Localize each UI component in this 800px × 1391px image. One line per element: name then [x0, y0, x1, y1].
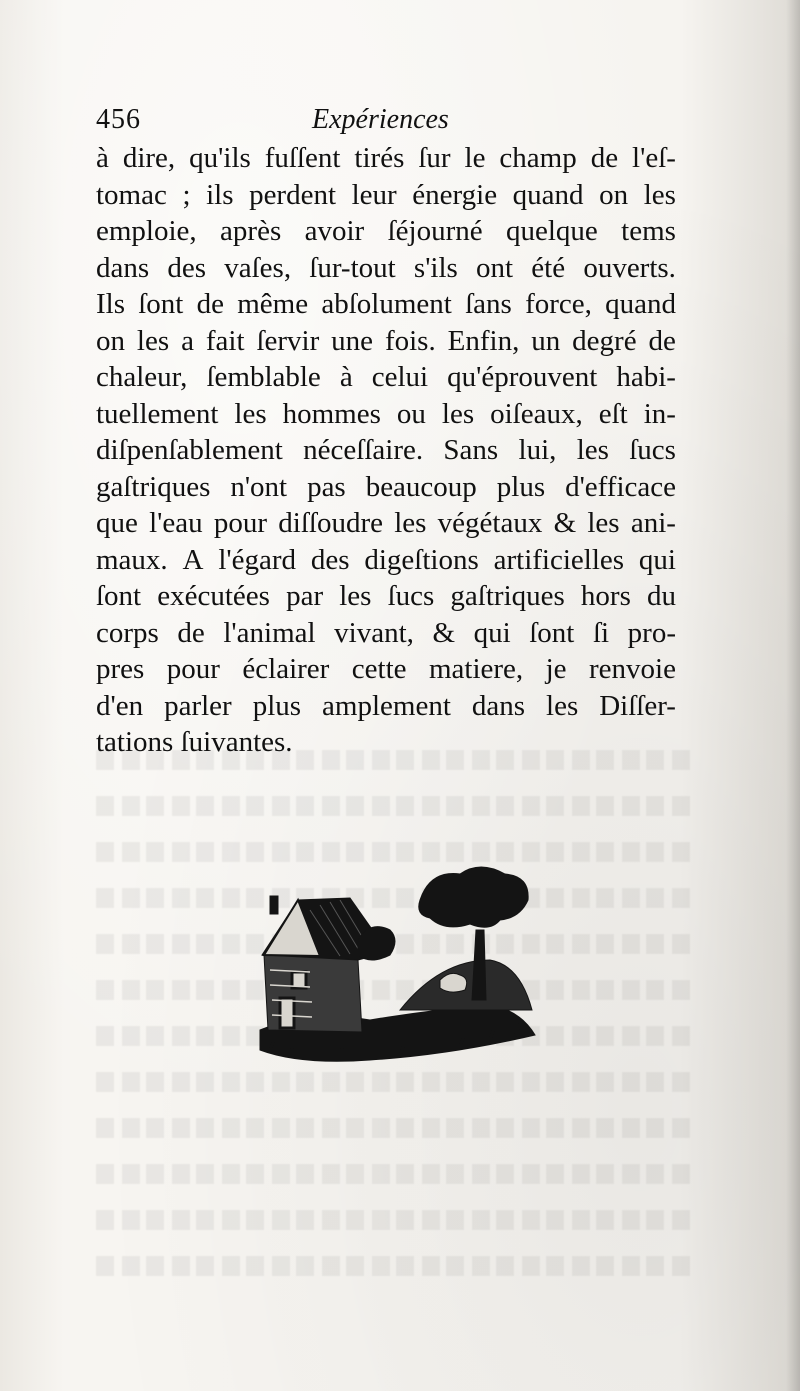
word: champ [499, 142, 577, 174]
word: leur [351, 178, 397, 211]
word: à [96, 142, 109, 174]
word: emploie, [96, 215, 197, 247]
word: d'en [96, 689, 144, 722]
text-line [96, 323, 676, 360]
word: les [546, 689, 579, 722]
word: tuellement [96, 397, 219, 430]
word: artificielles [493, 543, 625, 576]
text-line [96, 542, 676, 579]
word: les [587, 507, 620, 539]
word: ſans [465, 288, 512, 320]
word: amplement [322, 689, 451, 722]
word: quand [512, 178, 584, 211]
word: in- [643, 397, 676, 430]
word: ſur-tout [309, 251, 396, 284]
word: pour [213, 507, 268, 539]
word: une [331, 324, 374, 357]
word: je [545, 653, 567, 685]
word: que [96, 507, 138, 539]
text-line [96, 578, 676, 615]
text-line [96, 213, 676, 250]
text-line [96, 286, 676, 323]
word: l'eau [149, 507, 203, 539]
body-text [96, 140, 676, 761]
word: dans [471, 689, 526, 722]
word: qui [638, 543, 676, 576]
word: tirés [354, 142, 405, 174]
word: des [167, 251, 207, 284]
word: fois. [384, 324, 436, 357]
word: abſolument [321, 288, 452, 320]
word: on [96, 324, 125, 357]
word: ſemblable [206, 361, 321, 393]
word: qu'éprouvent [447, 361, 598, 393]
word: végétaux [437, 507, 543, 539]
word: ſont [529, 616, 575, 649]
word: parler [164, 689, 232, 722]
word: de [177, 616, 205, 649]
word: perdent [249, 178, 337, 211]
word: & [432, 616, 456, 649]
word: exécutées [157, 580, 270, 612]
page-number: 456 [96, 104, 141, 135]
page-edge-shadow [786, 0, 800, 1391]
text-line: tations ſuivantes. [96, 726, 293, 758]
word: eſt [598, 397, 628, 430]
text-line [96, 505, 676, 542]
word: pour [166, 653, 220, 685]
word: les [643, 178, 676, 211]
word: ſont [96, 580, 142, 612]
word: hors [580, 580, 631, 612]
word: les [394, 507, 427, 539]
word: ſervir [256, 324, 320, 357]
word: ſucs [629, 434, 676, 466]
word: les [136, 324, 170, 357]
word: les [576, 434, 609, 466]
word: n'ont [230, 470, 288, 503]
word: ſucs [387, 580, 435, 612]
text-line [96, 469, 676, 506]
word: force, [525, 288, 592, 320]
word: oiſeaux, [490, 397, 583, 430]
word: tomac [96, 178, 167, 211]
word: pro- [627, 616, 676, 649]
text-line [96, 177, 676, 214]
word: renvoie [589, 653, 676, 685]
word: été [531, 251, 566, 284]
word: quand [605, 288, 676, 320]
word: énergie [412, 178, 498, 211]
word: tems [621, 215, 676, 247]
word: celui [371, 361, 429, 393]
word: ils [206, 178, 234, 211]
word: fuſſent [264, 142, 341, 174]
word: dire, [122, 142, 176, 174]
word: pas [307, 470, 346, 503]
word: fait [205, 324, 245, 357]
word: gaſtriques [450, 580, 565, 612]
word: ou [396, 397, 426, 430]
word: du [646, 580, 676, 612]
word: après [220, 215, 282, 247]
word: des [310, 543, 350, 576]
page-header [96, 104, 666, 144]
word: ; [182, 178, 191, 211]
word: les [234, 397, 267, 430]
text-line [96, 615, 676, 652]
word: l'égard [218, 543, 297, 576]
word: A [182, 543, 204, 576]
word: l'animal [223, 616, 316, 649]
word: Sans [443, 434, 499, 466]
word: les [339, 580, 372, 612]
word: ani- [630, 507, 676, 539]
word: chaleur, [96, 361, 188, 393]
text-line [96, 396, 676, 433]
word: matiere, [428, 653, 524, 685]
word: degré [572, 324, 637, 357]
woodcut-house-and-tree-icon [250, 860, 540, 1082]
word: vivant, [334, 616, 414, 649]
word: Enfin, [447, 324, 520, 357]
word: s'ils [413, 251, 458, 284]
word: pres [96, 653, 145, 685]
word: néceſſaire. [303, 434, 424, 466]
word: corps [96, 616, 159, 649]
word: ſur [418, 142, 451, 174]
text-line [96, 688, 676, 725]
word: hommes [282, 397, 381, 430]
word: Ils [96, 288, 125, 320]
word: maux. [96, 543, 168, 576]
word: Diſſer- [599, 689, 676, 722]
text-line [96, 359, 676, 396]
word: de [196, 288, 224, 320]
word: dans [96, 251, 150, 284]
word: a [181, 324, 194, 357]
word: & [553, 507, 577, 539]
word: un [531, 324, 561, 357]
word: beaucoup [365, 470, 477, 503]
word: quelque [505, 215, 598, 247]
text-line [96, 432, 676, 469]
word: les [441, 397, 475, 430]
word: de [648, 324, 676, 357]
word: de [590, 142, 619, 174]
word: avoir [304, 215, 365, 247]
word: ſi [592, 616, 610, 649]
word: qui [473, 616, 511, 649]
word: gaſtriques [96, 470, 211, 503]
word: même [237, 288, 309, 320]
word: éclairer [242, 653, 330, 685]
word: d'efficace [565, 470, 676, 503]
running-title: Expériences [312, 104, 449, 135]
word: lui, [518, 434, 557, 466]
word: ouverts. [583, 251, 676, 284]
word: plus [496, 470, 546, 503]
word: le [464, 142, 486, 174]
word: ont [476, 251, 514, 284]
word: qu'ils [189, 142, 251, 174]
word: digeſtions [364, 543, 479, 576]
text-line [96, 250, 676, 287]
word: cette [351, 653, 407, 685]
word: habi- [616, 361, 676, 393]
text-line [96, 140, 676, 177]
word: vaſes, [224, 251, 292, 284]
text-line [96, 651, 676, 688]
word: diſpenſablement [96, 434, 283, 466]
word: plus [252, 689, 302, 722]
word: on [599, 178, 629, 211]
word: par [286, 580, 324, 612]
word: l'eſ- [632, 142, 676, 174]
word: ſont [138, 288, 184, 320]
word: diſſoudre [278, 507, 383, 539]
word: à [339, 361, 353, 393]
word: ſéjourné [387, 215, 483, 247]
